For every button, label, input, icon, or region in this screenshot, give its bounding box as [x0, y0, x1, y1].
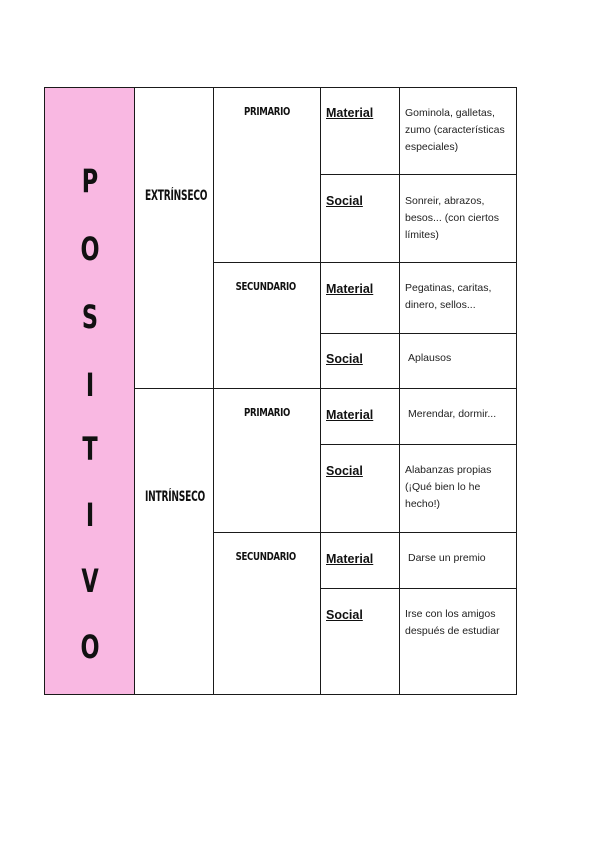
type-cell	[320, 388, 400, 445]
group-secundario-cell	[213, 532, 321, 695]
banner-letter: P	[81, 162, 99, 200]
example-text: Alabanzas propias (¡Qué bien lo he hecho!)	[405, 464, 492, 510]
type-label: Social	[326, 608, 363, 622]
banner-letter: S	[81, 298, 99, 336]
category-intrinseco-cell	[134, 388, 214, 695]
type-label: Social	[326, 464, 363, 478]
group-label: PRIMARIO	[244, 106, 290, 118]
type-label: Material	[326, 106, 374, 120]
banner-letter: I	[85, 366, 95, 404]
example-cell	[399, 262, 517, 334]
example-text: Sonreir, abrazos, besos... (con ciertos límites)	[405, 195, 499, 241]
example-text: Darse un premio	[408, 552, 486, 564]
example-cell	[399, 87, 517, 175]
group-label: PRIMARIO	[244, 407, 290, 419]
banner-letter: V	[81, 562, 99, 600]
example-cell	[399, 588, 517, 695]
banner-letter: T	[82, 430, 98, 468]
banner-letter: O	[80, 628, 100, 666]
type-cell	[320, 588, 400, 695]
example-text: Irse con los amigos después de estudiar	[405, 608, 500, 637]
category-extrinseco-cell	[134, 87, 214, 389]
example-cell	[399, 174, 517, 263]
type-label: Social	[326, 352, 363, 366]
example-text: Pegatinas, caritas, dinero, sellos...	[405, 282, 492, 311]
example-cell	[399, 444, 517, 533]
group-primario-cell	[213, 87, 321, 263]
type-label: Social	[326, 194, 363, 208]
group-label: SECUNDARIO	[235, 551, 296, 563]
example-cell	[399, 388, 517, 445]
example-text: Gominola, galletas, zumo (características especiales)	[405, 107, 505, 153]
type-cell	[320, 532, 400, 589]
group-primario-cell	[213, 388, 321, 533]
type-label: Material	[326, 282, 374, 296]
category-label: INTRÍNSECO	[145, 489, 206, 505]
example-cell	[399, 532, 517, 589]
type-cell	[320, 174, 400, 263]
type-label: Material	[326, 552, 374, 566]
type-label: Material	[326, 408, 374, 422]
group-label: SECUNDARIO	[235, 281, 296, 293]
example-text: Merendar, dormir...	[408, 408, 497, 420]
type-cell	[320, 87, 400, 175]
type-cell	[320, 333, 400, 389]
example-cell	[399, 333, 517, 389]
positivo-banner	[44, 87, 135, 695]
type-cell	[320, 262, 400, 334]
banner-letter: I	[85, 496, 95, 534]
banner-letter: O	[80, 230, 100, 268]
group-secundario-cell	[213, 262, 321, 389]
category-label: EXTRÍNSECO	[145, 188, 208, 204]
type-cell	[320, 444, 400, 533]
example-text: Aplausos	[408, 352, 452, 364]
